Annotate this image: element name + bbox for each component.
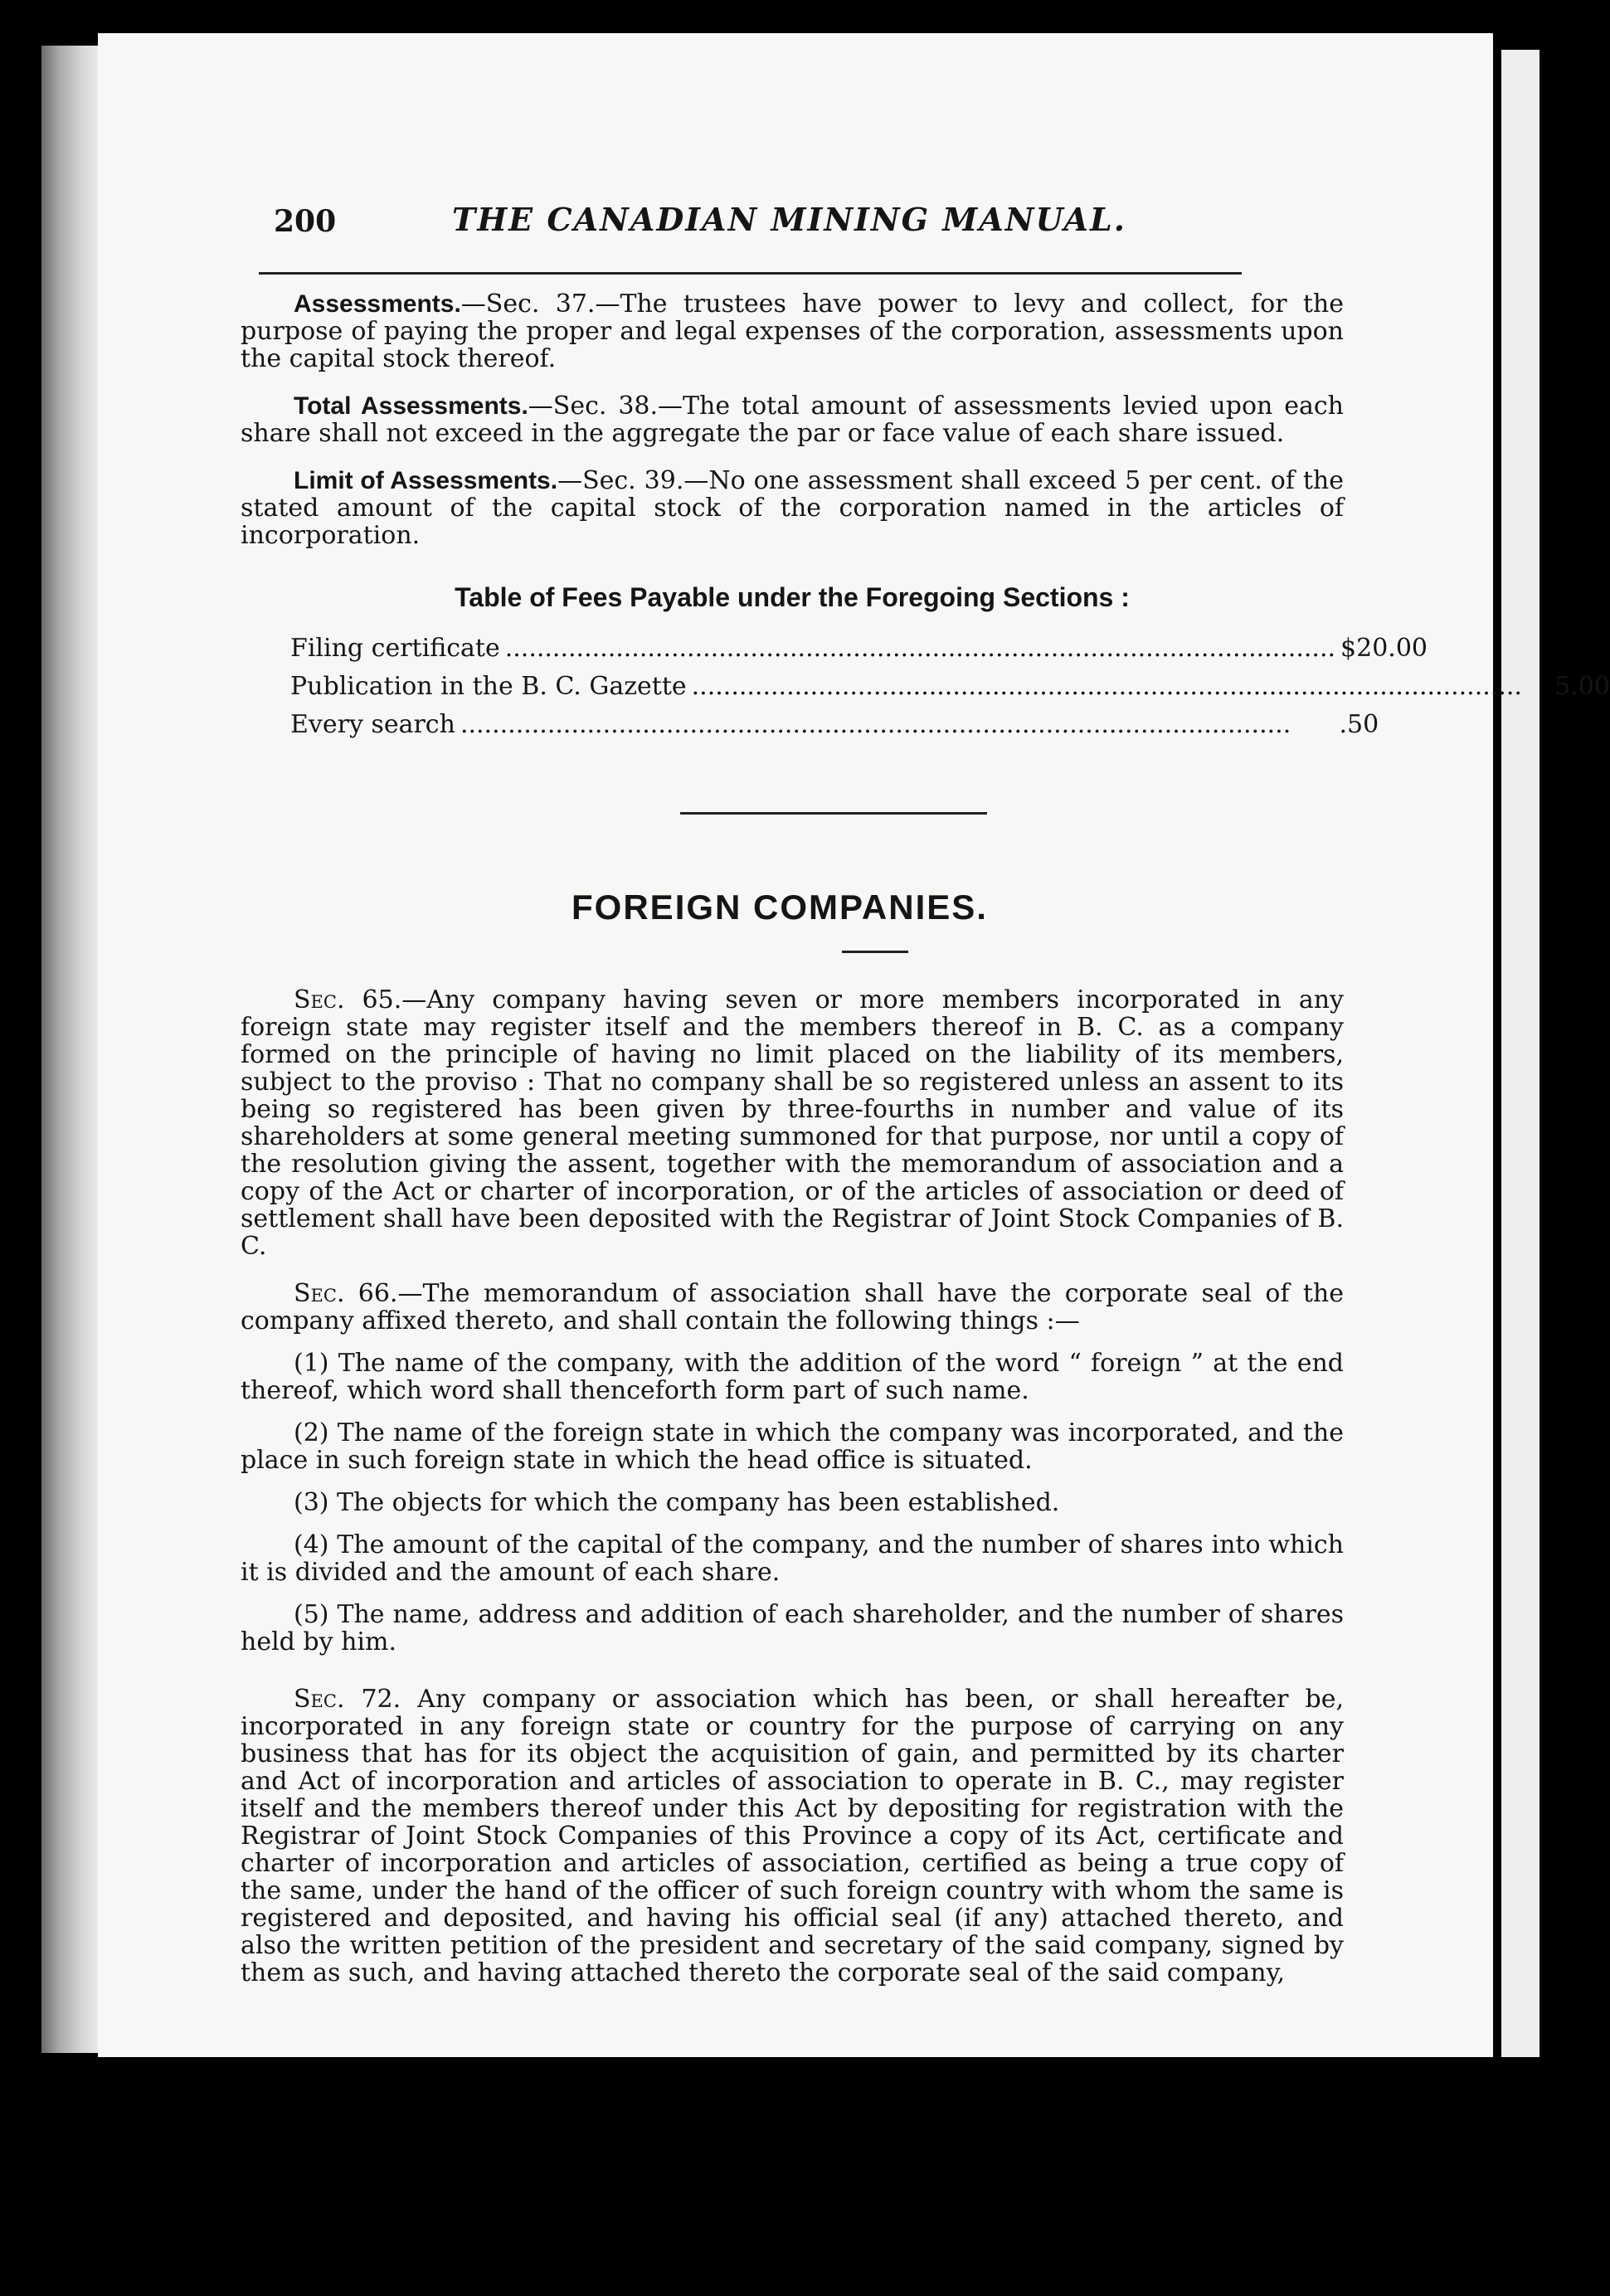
sec-72-label: Sec. 72. — [294, 1685, 401, 1714]
fee-leader-dots: ......................................................................................................... — [504, 634, 1336, 663]
limit-assessments-heading: Limit of Assessments. — [294, 467, 558, 494]
fee-label: Publication in the B. C. Gazette — [290, 672, 687, 701]
fee-label: Filing certificate — [290, 634, 500, 663]
assessments-heading: Assessments. — [294, 290, 461, 318]
limit-assessments-text: —Sec. 39.—No one assessment shall exceed 5 per cent. of the stated amount of the capital stock of the corporation named in the articles of incorporation. — [241, 466, 1344, 550]
foreign-companies-heading: FOREIGN COMPANIES. — [572, 888, 988, 927]
sec-65-label: Sec. 65. — [294, 985, 402, 1014]
page-number: 200 — [274, 204, 337, 239]
sec-66-paragraph — [241, 1280, 1344, 1335]
adjacent-page-edge — [1501, 50, 1539, 2057]
fee-amount: $20.00 — [1340, 634, 1428, 663]
list-item: (1) The name of the company, with the addition of the word “ foreign ” at the end thereof, which word shall thenceforth form part of such name. — [241, 1349, 1344, 1405]
sec-72-paragraph — [241, 1686, 1344, 1987]
list-item: (3) The objects for which the company has been established. — [294, 1488, 1060, 1517]
fee-leader-dots: ......................................................................................................... — [460, 710, 1291, 739]
sec-65-text: —Any company having seven or more members incorporated in any foreign state may register itself and the members thereof in B. C. as a company formed on the principle of having no limit placed on the liability of its members, subject to the proviso : That no company shall be so registered unless an assent to its being so registered has been given by three-fourths in number and value of its shareholders at some general meeting summoned for that purpose, nor until a copy of the resolution giving the assent, together with the memorandum of association and a copy of the Act or charter of incorporation, or of the articles of association or deed of settlement shall have been deposited with the Registrar of Joint Stock Companies of B. C. — [241, 985, 1344, 1261]
running-header — [241, 174, 1344, 239]
fee-row — [290, 630, 1428, 668]
sec-65-paragraph — [241, 986, 1344, 1260]
fee-leader-dots: ......................................................................................................... — [691, 672, 1522, 701]
sec-72-text: Any company or association which has been, or shall hereafter be, incorporated in any foreign state or country for the purpose of carrying on any business that has for its object the acquisition of gain, and permitted by its charter and Act of incorporation and articles of association to operate in B. C., may register itself and the members thereof under this Act by depositing for registration with the Registrar of Joint Stock Companies of this Province a copy of its Act, certificate and charter of incorporation and articles of association, certified as being a true copy of the same, under the hand of the officer of such foreign country with whom the same is registered and deposited, and having his official seal (if any) attached thereto, and also the written petition of the president and secretary of the said company, signed by them as such, and having attached thereto the corporate seal of the said company, — [241, 1685, 1344, 1987]
sec-66-text: —The memorandum of association shall have the corporate seal of the company affixed thereto, and shall contain the following things :— — [241, 1279, 1344, 1335]
running-title: THE CANADIAN MINING MANUAL. — [452, 201, 1126, 238]
section-separator-rule — [680, 812, 987, 815]
total-assessments-paragraph — [241, 392, 1344, 447]
fee-row — [290, 668, 1610, 706]
fee-row — [290, 706, 1379, 744]
list-item: (2) The name of the foreign state in which the company was incorporated, and the place in such foreign state in which the head office is situated. — [241, 1418, 1344, 1475]
page-content — [241, 174, 1610, 2007]
total-assessments-text: —Sec. 38.—The total amount of assessments levied upon each share shall not exceed in the aggregate the par or face value of each share issued. — [241, 392, 1344, 448]
header-rule — [259, 272, 1242, 275]
fee-amount: .50 — [1339, 710, 1379, 739]
book-binding-edge — [41, 46, 100, 2053]
list-item: (4) The amount of the capital of the company, and the number of shares into which it is divided and the amount of each share. — [241, 1530, 1344, 1587]
total-assessments-heading: Total Assessments. — [294, 392, 528, 420]
fees-table-title: Table of Fees Payable under the Foregoing Sections : — [455, 582, 1130, 612]
fee-label: Every search — [290, 710, 455, 739]
list-item: (5) The name, address and addition of each shareholder, and the number of shares held by him. — [241, 1600, 1344, 1656]
limit-assessments-paragraph — [241, 467, 1344, 549]
heading-underline-rule — [842, 951, 908, 953]
fee-amount: 5.00 — [1554, 672, 1610, 701]
assessments-text: —Sec. 37.—The trustees have power to levy and collect, for the purpose of paying the proper and legal expenses of the corporation, assessments upon the capital stock thereof. — [241, 289, 1344, 373]
sec-66-label: Sec. 66. — [294, 1279, 398, 1308]
assessments-paragraph — [241, 290, 1344, 372]
